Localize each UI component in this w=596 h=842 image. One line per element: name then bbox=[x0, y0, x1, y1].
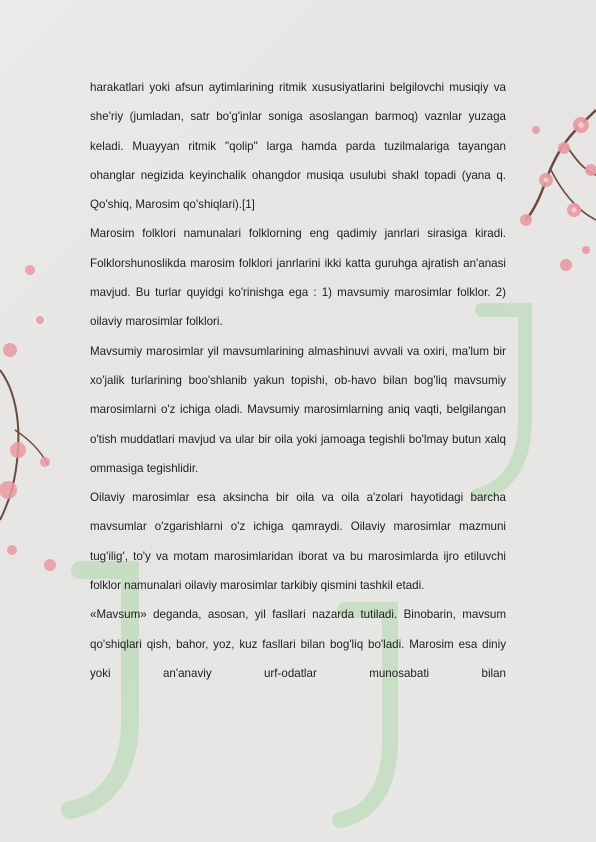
cherry-blossom-branch-left-icon bbox=[0, 250, 70, 610]
cherry-blossom-branch-icon bbox=[506, 70, 596, 310]
body-text bbox=[90, 73, 506, 688]
paragraph: Oilaviy marosimlar esa aksincha bir oila va oila a'zolari hayotidagi barcha mavsumlar o'zgarishlarni o'z ichiga qamraydi. Oilaviy marosimlar mazmuni tug'ilig', to'y va motam marosimlaridan iborat va bu marosimlarda ijro etiluvchi folklor namunalari oilaviy marosimlar tarkibiy qismini tashkil etadi. bbox=[90, 491, 506, 593]
paragraph: harakatlari yoki afsun aytimlarining ritmik xususiyatlarini belgilovchi musiqiy va she'riy (jumladan, satr bo'g'inlar soniga asoslangan barmoq) vaznlar yuzaga keladi. Muayyan ritmik "qolip" larga hamda parda tuzilmalariga tayangan ohanglar negizida keyinchalik ohangdor musiqa usulubi shakl topadi (yana q. Qo'shiq, Marosim qo'shiqlari).[1] bbox=[90, 81, 506, 212]
paragraph: Marosim folklori namunalari folklorning eng qadimiy janrlari sirasiga kiradi. Folklorshunoslikda marosim folklori janrlarini ikki katta guruhga ajratish an'anasi mavjud. Bu turlar quyidgi ko'rinishga ega : 1) mavsumiy marosimlar folklor. 2) oilaviy marosimlar folklori. bbox=[90, 227, 506, 329]
paragraph: «Mavsum» deganda, asosan, yil fasllari nazarda tutiladi. Binobarin, mavsum qo'shiqlari qish, bahor, yoz, kuz fasllari bilan bog'liq bo'ladi. Marosim esa diniy yoki an'anaviy urf-odatlar munosabati bilan bbox=[90, 608, 506, 680]
paragraph: Mavsumiy marosimlar yil mavsumlarining almashinuvi avvali va oxiri, ma'lum bir xo'jalik turlarining boo'shlanib yakun topishi, ob-havo bilan bog'liq mavsumiy marosimlarni o'z ichiga oladi. Mavsumiy marosimlarning aniq vaqti, belgilangan o'tish muddatlari mavjud va ular bir oila yoki jamoaga tegishli bo'lmay butun xalq ommasiga tegishlidir. bbox=[90, 344, 506, 475]
